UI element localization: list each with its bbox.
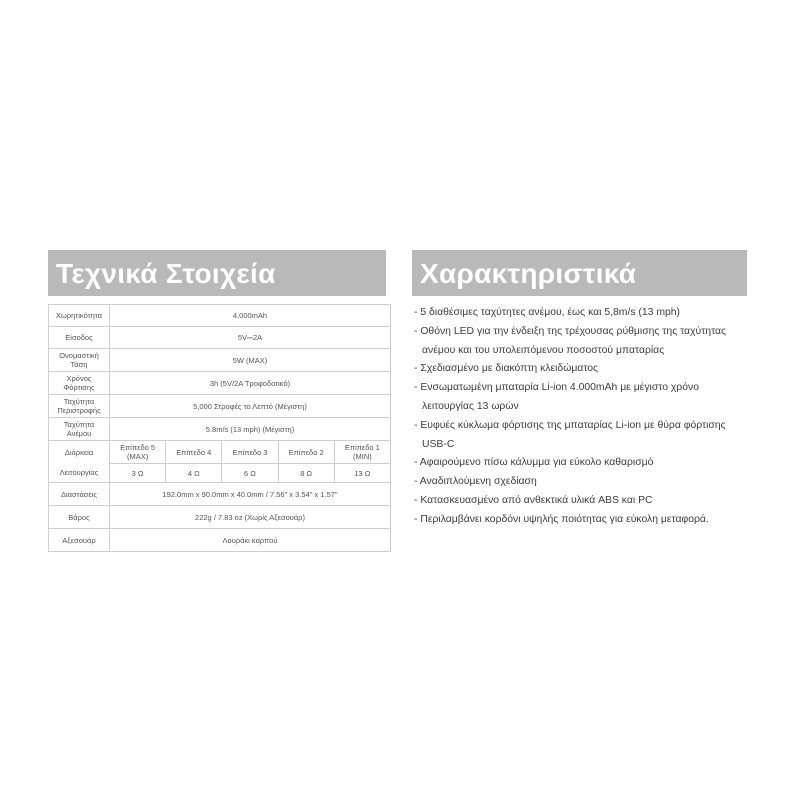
runtime-hours: 8 Ω bbox=[278, 464, 334, 483]
spec-value: 5V⎓2A bbox=[110, 327, 391, 349]
specs-title: Τεχνικά Στοιχεία bbox=[48, 250, 386, 296]
features-title: Χαρακτηριστικά bbox=[412, 250, 747, 296]
spec-label: Ταχύτητα Ανέμου bbox=[49, 418, 110, 441]
spec-row bbox=[49, 418, 391, 441]
spec-value: 192.0mm x 90.0mm x 40.0mm / 7.56" x 3.54" x 1.57" bbox=[110, 483, 391, 506]
feature-item bbox=[414, 454, 747, 473]
spec-row bbox=[49, 349, 391, 372]
feature-line: - Σχεδιασμένο με διακόπτη κλειδώματος bbox=[414, 363, 599, 375]
feature-item bbox=[414, 492, 747, 511]
feature-line: - Αναδιπλούμενη σχεδίαση bbox=[414, 476, 537, 488]
runtime-level: Επίπεδο 3 bbox=[222, 441, 278, 464]
feature-line-continued: λειτουργίας 13 ωρών bbox=[422, 400, 519, 412]
spec-row bbox=[49, 395, 391, 418]
spec-label: Βάρος bbox=[49, 506, 110, 529]
feature-line: - Οθόνη LED για την ένδειξη της τρέχουσας ρύθμισης της ταχύτητας bbox=[414, 325, 727, 337]
feature-item bbox=[414, 473, 747, 492]
feature-line-continued: USB-C bbox=[422, 438, 455, 450]
runtime-label-top: Διάρκεια bbox=[49, 441, 110, 464]
feature-item bbox=[414, 379, 747, 417]
spec-value: Λουράκι καρπού bbox=[110, 529, 391, 552]
runtime-hours: 4 Ω bbox=[166, 464, 222, 483]
features-panel bbox=[412, 250, 747, 530]
runtime-levels-row bbox=[49, 441, 391, 464]
features-list bbox=[412, 304, 747, 530]
spec-value: 222g / 7.83 oz (Χωρίς Αξεσουάρ) bbox=[110, 506, 391, 529]
feature-line: - Ενσωματωμένη μπαταρία Li-ion 4.000mAh με μέγιστο χρόνο bbox=[414, 382, 699, 394]
runtime-level: Επίπεδο 5 (MAX) bbox=[110, 441, 166, 464]
spec-row bbox=[49, 305, 391, 327]
feature-line: - 5 διαθέσιμες ταχύτητες ανέμου, έως και 5,8m/s (13 mph) bbox=[414, 307, 680, 318]
runtime-hours: 6 Ω bbox=[222, 464, 278, 483]
spec-label: Αξεσουάρ bbox=[49, 529, 110, 552]
spec-label: Χρόνος Φόρτισης bbox=[49, 372, 110, 395]
spec-value: 4,000mAh bbox=[110, 305, 391, 327]
spec-row bbox=[49, 483, 391, 506]
feature-line: - Κατασκευασμένο από ανθεκτικά υλικά ABS και PC bbox=[414, 494, 653, 506]
runtime-level: Επίπεδο 4 bbox=[166, 441, 222, 464]
feature-item bbox=[414, 417, 747, 455]
spec-row bbox=[49, 529, 391, 552]
feature-item bbox=[414, 304, 747, 323]
runtime-hours: 13 Ω bbox=[334, 464, 390, 483]
spec-value: 3h (5V/2A Τροφοδοτικό) bbox=[110, 372, 391, 395]
feature-line: - Περιλαμβάνει κορδόνι υψηλής ποιότητας για εύκολη μεταφορά. bbox=[414, 513, 709, 525]
spec-label: Ονομαστική Τάση bbox=[49, 349, 110, 372]
runtime-level: Επίπεδο 2 bbox=[278, 441, 334, 464]
feature-item bbox=[414, 360, 747, 379]
spec-label: Είσοδος bbox=[49, 327, 110, 349]
specs-table bbox=[48, 304, 391, 552]
spec-value: 5,000 Στροφές το Λεπτό (Μέγιστη) bbox=[110, 395, 391, 418]
spec-label: Ταχύτητα Περιστροφής bbox=[49, 395, 110, 418]
feature-item bbox=[414, 323, 747, 361]
spec-value: 5W (MAX) bbox=[110, 349, 391, 372]
spec-label: Χωρητικότητα bbox=[49, 305, 110, 327]
feature-line: - Αφαιρούμενο πίσω κάλυμμα για εύκολο καθαρισμό bbox=[414, 457, 654, 469]
specs-panel bbox=[48, 250, 386, 552]
spec-label: Διαστάσεις bbox=[49, 483, 110, 506]
spec-row bbox=[49, 506, 391, 529]
spec-value: 5.8m/s (13 mph) (Μέγιστη) bbox=[110, 418, 391, 441]
feature-line-continued: ανέμου και του υπολειπόμενου ποσοστού μπαταρίας bbox=[422, 344, 665, 356]
runtime-label-bottom: Λειτουργίας bbox=[49, 464, 110, 483]
spec-row bbox=[49, 372, 391, 395]
runtime-hours-row bbox=[49, 464, 391, 483]
spec-row bbox=[49, 327, 391, 349]
feature-item bbox=[414, 511, 747, 530]
feature-line: - Ευφυές κύκλωμα φόρτισης της μπαταρίας Li-ion με θύρα φόρτισης bbox=[414, 419, 726, 431]
runtime-hours: 3 Ω bbox=[110, 464, 166, 483]
runtime-level: Επίπεδο 1 (MIN) bbox=[334, 441, 390, 464]
